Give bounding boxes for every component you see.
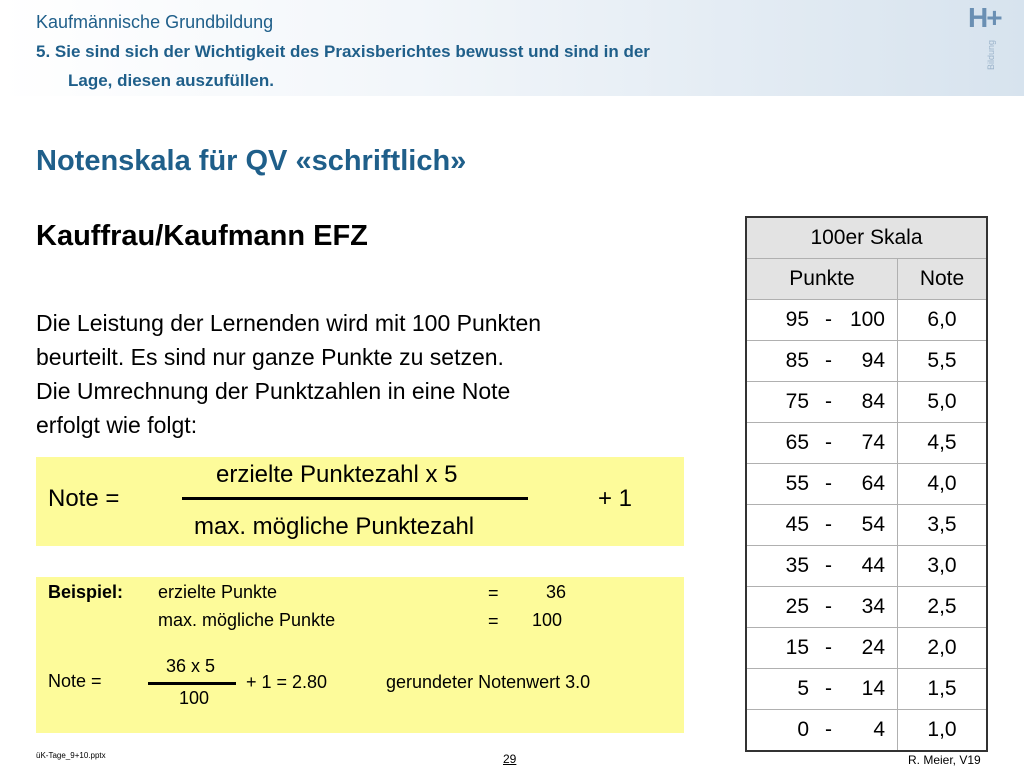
example-box [36,577,684,733]
page-number: 29 [503,752,517,766]
points-dash: - [825,554,832,577]
points-range [746,341,898,382]
example-points-value: 36 [546,582,567,602]
logo-subtext: Bildung [986,39,996,70]
points-to: 44 [861,554,885,577]
grade-scale-table [745,216,988,752]
example-points-label: erzielte Punkte [158,582,278,602]
formula-box [36,457,684,546]
example-rounded-note: gerundeter Notenwert 3.0 [386,672,591,692]
points-range [746,587,898,628]
example-equals: = [488,583,499,603]
points-range [746,710,898,752]
note-value: 3,5 [898,505,988,546]
points-to: 4 [873,718,885,741]
header-band [0,0,1024,96]
points-dash: - [825,308,832,331]
points-dash: - [825,595,832,618]
points-dash: - [825,390,832,413]
points-to: 24 [861,636,885,659]
example-equals: = [488,611,499,631]
example-max-label: max. mögliche Punkte [158,610,336,630]
points-to: 64 [861,472,885,495]
table-row [746,423,987,464]
header-goal-line-2: Lage, diesen auszufüllen. [68,71,274,90]
header-goal-line-1: 5. Sie sind sich der Wichtigkeit des Praxisberichtes bewusst und sind in der [36,42,650,61]
description-line: erfolgt wie folgt: [36,412,198,438]
example-note-label: Note = [48,671,102,691]
points-from: 65 [785,431,809,454]
description-line: Die Umrechnung der Punktzahlen in eine Note [36,378,511,404]
points-range [746,546,898,587]
points-from: 0 [797,718,809,741]
example-fraction-line [148,682,236,685]
points-to: 100 [849,308,885,331]
points-to: 14 [861,677,885,700]
table-row [746,669,987,710]
note-value: 4,0 [898,464,988,505]
points-range [746,464,898,505]
points-dash: - [825,636,832,659]
note-value: 5,5 [898,341,988,382]
points-dash: - [825,431,832,454]
points-dash: - [825,677,832,700]
formula-plus-one: + 1 [598,485,633,512]
formula-fraction-line [182,497,528,500]
description-text [36,306,686,442]
description-line: beurteilt. Es sind nur ganze Punkte zu setzen. [36,344,504,370]
points-range [746,505,898,546]
table-row [746,505,987,546]
footer-author: R. Meier, V19 [908,753,981,767]
points-from: 75 [785,390,809,413]
table-header-row [746,259,987,300]
note-value: 6,0 [898,300,988,341]
note-value: 4,5 [898,423,988,464]
table-row [746,710,987,752]
points-from: 45 [785,513,809,536]
points-range [746,300,898,341]
example-max-value: 100 [532,610,563,630]
points-dash: - [825,349,832,372]
note-value: 3,0 [898,546,988,587]
column-header-note: Note [898,259,988,300]
points-dash: - [825,718,832,741]
example-denominator: 100 [179,688,210,708]
note-value: 2,5 [898,587,988,628]
slide-subtitle: Kauffrau/Kaufmann EFZ [36,220,368,252]
table-row [746,382,987,423]
note-value: 2,0 [898,628,988,669]
table-title-row [746,217,987,259]
table-row [746,464,987,505]
points-from: 5 [797,677,809,700]
points-from: 25 [785,595,809,618]
header-course-title: Kaufmännische Grundbildung [36,12,274,32]
points-dash: - [825,472,832,495]
table-row [746,628,987,669]
note-value: 5,0 [898,382,988,423]
example-numerator: 36 x 5 [166,656,216,676]
column-header-points: Punkte [746,259,898,300]
table-title: 100er Skala [746,217,987,259]
points-to: 84 [861,390,885,413]
example-label: Beispiel: [48,582,124,602]
points-dash: - [825,513,832,536]
example-result: + 1 = 2.80 [246,672,328,692]
formula-numerator: erzielte Punktezahl x 5 [216,461,458,488]
points-from: 85 [785,349,809,372]
table-row [746,546,987,587]
points-range [746,423,898,464]
table-row [746,341,987,382]
points-range [746,382,898,423]
points-to: 94 [861,349,885,372]
points-to: 74 [861,431,885,454]
points-to: 54 [861,513,885,536]
description-line: Die Leistung der Lernenden wird mit 100 Punkten [36,310,542,336]
table-row [746,587,987,628]
note-value: 1,0 [898,710,988,752]
points-range [746,628,898,669]
points-to: 34 [861,595,885,618]
formula-label: Note = [48,485,120,512]
points-range [746,669,898,710]
footer-filename: üK-Tage_9+10.pptx [36,751,106,760]
points-from: 35 [785,554,809,577]
points-from: 95 [785,308,809,331]
points-from: 55 [785,472,809,495]
formula-denominator: max. mögliche Punktezahl [194,513,475,540]
note-value: 1,5 [898,669,988,710]
hplus-logo: H+ [968,2,1001,33]
points-from: 15 [785,636,809,659]
slide-title: Notenskala für QV «schriftlich» [36,145,467,177]
table-row [746,300,987,341]
